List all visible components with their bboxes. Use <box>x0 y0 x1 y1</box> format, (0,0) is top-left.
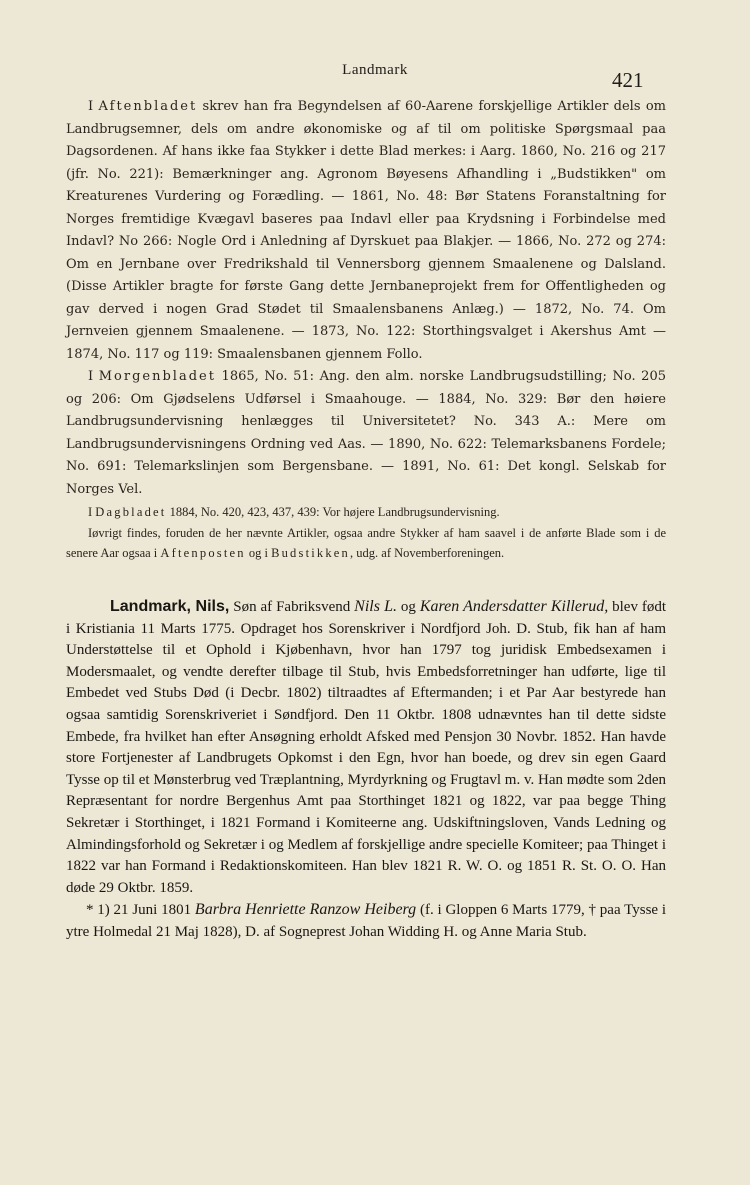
entry-name: Landmark, Nils, <box>110 598 230 615</box>
running-head: Landmark <box>342 62 408 78</box>
additional-note: Iøvrigt findes, foruden de her nævnte Artikler, ogsaa andre Stykker af ham saavel i de anførte Blade som i de senere Aar ogsaa i Aftenposten og i Budstikken, udg. af Novemberforeningen. <box>66 525 666 560</box>
marriage-footnote: * 1) 21 Juni 1801 Barbra Henriette Ranzow Heiberg (f. i Gloppen 6 Marts 1779, † paa Tysse i ytre Holmedal 21 Maj 1828), D. af Sogneprest Johan Widding H. og Anne Maria Stub. <box>66 901 667 940</box>
paper-name-dagbladet: Dagbladet <box>95 505 167 519</box>
dagbladet-paragraph: I Dagbladet 1884, No. 420, 423, 437, 439: Vor højere Landbrugsundervisning. <box>88 505 500 519</box>
biography-entry <box>66 596 666 944</box>
small-print-notes <box>66 502 666 564</box>
mother-name: Karen Andersdatter Killerud, <box>419 598 609 615</box>
page-number: 421 <box>612 68 644 92</box>
aftenbladet-paragraph: I Aftenbladet skrev han fra Begyndelsen af 60-Aarene forskjellige Artikler dels om Landbrugsemner, dels om andre økonomiske og af til om politiske Spørgsmaal paa Dagsordenen. Af hans ikke faa Stykker i dette Blad merkes: i Aarg. 1860, No. 216 og 217 (jfr. No. 221): Bemærkninger ang. Agronom Bøyesens Afhandling i „Budstikken" om Kreaturenes Vurdering og Forædling. — 1861, No. 48: Bør Statens Foranstaltning for Norges fremtidige Kvægavl baseres paa Indavl eller paa Krydsning i Forbindelse med Indavl? No 266: Nogle Ord i Anledning af Dyrskuet paa Blakjer. — 1866, No. 272 og 274: Om en Jernbane over Fredrikshald til Vennersborg gjennem Smaalenene og Dalsland. (Disse Artikler bragte for første Gang dette Jernbaneprojekt frem for Offentligheden og gav derved i nogen Grad Stødet til Smaalensbanens Anlæg.) — 1872, No. 74. Om Jernveien gjennem Smaalenene. — 1873, No. 122: Storthingsvalget i Akershus Amt — 1874, No. 117 og 119: Smaalensbanen gjennem Follo. <box>66 99 666 362</box>
paper-name-morgenbladet: Morgenbladet <box>98 369 216 384</box>
wife-name: Barbra Henriette Ranzow Heiberg <box>194 901 417 919</box>
newspaper-articles-section <box>66 96 666 564</box>
father-name: Nils L. <box>354 598 398 615</box>
morgenbladet-paragraph: I Morgenbladet 1865, No. 51: Ang. den alm. norske Landbrugsudstilling; No. 205 og 206: Om Gjødselens Udførsel i Smaahouge. — 1884, No. 329: Bør den høiere Landbrugsundervisning henlægges til Universitetet? No. 343 A.: Mere om Landbrugsundervisningens Ordning ved Aas. — 1890, No. 622: Telemarksbanens Fordele; No. 691: Telemarkslinjen som Bergensbane. — 1891, No. 61: Det kongl. Selskab for Norges Vel. <box>66 369 666 497</box>
biography-paragraph: Landmark, Nils, Søn af Fabriksvend Nils L. og Karen Andersdatter Killerud, blev født i Kristiania 11 Marts 1775. Opdraget hos Sorenskriver i Nordfjord Joh. D. Stub, fik han af ham Understøttelse til et Ophold i Kjøbenhavn, hvor han 1797 tog juridisk Embedsexamen i Modersmaalet, og vendte derefter tilbage til Stub, hvis Embedsforretninger han udførte, lige til Embedet ved Stubs Død (i Decbr. 1802) tiltraadtes af Eftermanden; i et Par Aar bestyrede han ogsaa samtidig Sorenskriveriet i Søndfjord. Den 11 Oktbr. 1808 udnævntes han til dette sidste Embede, fra hvilket han efter Ansøgning erholdt Afsked med Pensjon 30 Novbr. 1852. Han havde store Fortjenester af Landbrugets Opkomst i den Egn, hvor han boede, og drev sin egen Gaard Tysse op til et Mønsterbrug ved Træplantning, Myrdyrkning og Frugtavl m. v. Han mødte som 2den Repræsentant for nordre Bergenhus Amt paa Storthinget 1821 og 1822, var paa begge Thing Sekretær i Storthinget, i 1821 Formand i Komiteerne ang. Udskiftningsloven, Vands Ledning og Almindingsforhold og Sekretær i og Medlem af forskjellige andre specielle Komiteer; paa Thinget i 1822 var han Formand i Redaktionskomiteen. Han blev 1821 R. W. O. og 1851 R. St. O. O. Han døde 29 Oktbr. 1859. <box>66 598 667 896</box>
paper-name-aftenbladet: Aftenbladet <box>98 99 198 114</box>
